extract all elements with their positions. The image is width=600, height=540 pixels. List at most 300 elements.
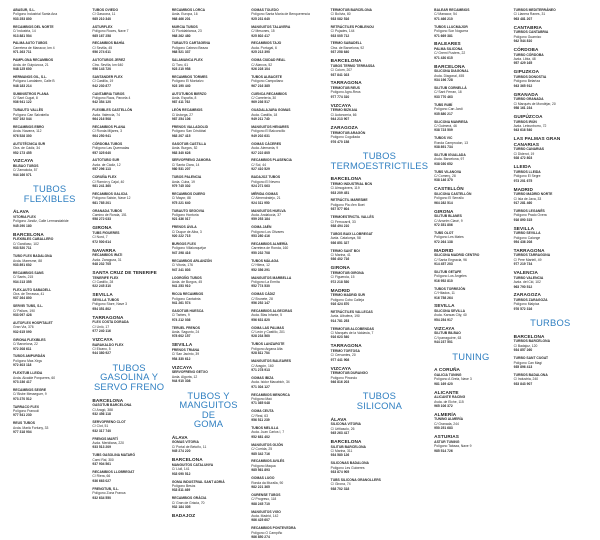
listing-address: Carretera de Ronda, 160 <box>251 246 289 251</box>
listing-address: C/ Diderot, 19 <box>513 151 535 156</box>
listing-entry <box>172 192 245 205</box>
listing-entry <box>434 440 507 453</box>
listing-address: C/ Ronda Mijares, 3 <box>92 129 122 134</box>
city-heading: BARCELONA <box>513 333 545 339</box>
listing-address: C/ León y Castillo, 201 <box>251 330 285 335</box>
listing-phone: 977 318 904 <box>13 430 32 435</box>
listing-address: C/ Garcilaso, 102 <box>13 241 39 246</box>
listing-phone: 972 403 118 <box>13 363 32 368</box>
listing-name: RECAMBIOS ALMERÍA <box>251 242 288 247</box>
listing-name: MANGUITOS VIGO <box>251 509 281 514</box>
listing-address: Avda. Diagonal, 455 <box>434 73 465 78</box>
listing-entry <box>331 108 428 121</box>
listing-entry <box>172 370 245 383</box>
listing-name: CÓRDOBA TUBOS <box>92 141 123 146</box>
listing-phone: 937 258 640 <box>330 50 350 55</box>
listing-name: RECAMBIOS SANS <box>13 270 44 275</box>
listing-entry <box>434 309 507 322</box>
listing-entry <box>331 249 428 262</box>
listing-name: MANGUITOS MARBELLA <box>251 275 292 280</box>
listing-name: MURCIA TUBOS <box>171 24 198 29</box>
city-heading: SEVILLA <box>171 342 193 348</box>
listing-entry <box>92 343 165 356</box>
listing-entry <box>251 476 324 489</box>
listing-name: RETRÁCTIL MARESME <box>330 198 368 203</box>
listing-address: C/ Toro, 61 <box>171 62 189 67</box>
listing-phone: 953 280 416 <box>251 234 270 239</box>
listing-name: RECAMBIOS PLASENCIA <box>251 158 292 163</box>
listing-entry <box>514 298 587 311</box>
listing-name: GASOTUB HUESCA <box>171 308 204 313</box>
listing-address: C/ Sants, 215 <box>13 275 34 280</box>
listing-address: Polígono A Grela, Nave 3 <box>434 377 472 382</box>
listing-phone: 920 222 715 <box>171 234 191 239</box>
listing-phone: 942 230 877 <box>92 83 112 88</box>
listing-entry <box>514 356 587 369</box>
listing-entry <box>92 253 165 266</box>
listing-name: TURBO SANT CUGAT <box>513 356 549 361</box>
listing-phone: 986 850 274 <box>251 535 270 540</box>
directory-column <box>13 8 86 435</box>
listing-name: TURBOS BADALONA <box>513 372 548 377</box>
listing-entry <box>13 215 86 228</box>
listing-entry <box>251 409 324 422</box>
listing-address: Avda. Portugal, 6 <box>251 45 277 50</box>
listing-name: RECAMBIOS PLANA <box>92 125 126 130</box>
listing-phone: 941 253 910 <box>171 284 191 289</box>
listing-phone: 973 270 512 <box>13 396 32 401</box>
category-heading-line: SERVO FRENO <box>93 380 165 392</box>
listing-name: TURBO VALENCIA <box>513 275 544 280</box>
city-heading: VIZCAYA <box>13 158 34 164</box>
listing-address: Avda. Libia, 48 <box>513 57 536 62</box>
listing-address: Polígono Les Guixeres <box>330 465 365 470</box>
listing-entry <box>172 75 245 88</box>
listing-address: Avda. Burgos, 52 <box>171 146 198 151</box>
listing-phone: 958 272 033 <box>92 217 112 222</box>
listing-name: MANGUITOS HUELVA <box>251 208 286 213</box>
listing-name: TERMO BIZKAIA <box>330 108 358 113</box>
listing-phone: 933 082 516 <box>330 16 350 21</box>
listing-phone: 956 274 611 <box>92 50 111 55</box>
listing-name: TURBOS MEDITERRÁNEO <box>513 8 556 12</box>
listing-phone: 956 252 147 <box>251 301 270 306</box>
listing-entry <box>514 53 587 66</box>
listing-address: C/ San Jacinto, 39 <box>171 352 200 357</box>
listing-entry <box>434 86 507 99</box>
listing-phone: 978 602 157 <box>171 334 191 339</box>
listing-phone: 917 281 460 <box>513 200 533 205</box>
listing-name: REUS TUBOS <box>13 421 35 426</box>
listing-phone: 933 005 712 <box>330 33 350 38</box>
listing-address: C/ Riera, 66 <box>92 474 111 479</box>
listing-address: Avda. Letxunborro, 72 <box>513 123 547 128</box>
listing-entry <box>13 75 86 88</box>
listing-entry <box>13 254 86 267</box>
listing-entry <box>331 310 428 323</box>
listing-address: C/ Zamakola, 57 <box>13 168 38 173</box>
listing-phone: 972 500 614 <box>92 239 112 244</box>
listing-entry <box>13 304 86 317</box>
listing-phone: 976 528 300 <box>13 133 32 138</box>
listing-phone: 956 631 820 <box>251 317 270 322</box>
listing-name: PAMPLONA RECAMBIOS <box>13 58 54 63</box>
listing-entry <box>514 209 587 222</box>
listing-address: C/ Corrida, 25 <box>251 447 273 452</box>
listing-phone: 932 184 305 <box>171 505 191 510</box>
listing-entry <box>92 420 165 433</box>
listing-name: SILICONA MANRESA <box>434 119 468 124</box>
listing-address: C/ Tarbes, 9 <box>171 313 190 318</box>
listing-entry <box>331 215 428 228</box>
listing-address: C/ Marqués de Mondéjar, 20 <box>513 101 556 106</box>
listing-entry <box>434 287 507 300</box>
city-heading: SEVILLA <box>513 225 535 231</box>
listing-phone: 958 161 234 <box>513 106 533 111</box>
listing-entry <box>331 41 428 54</box>
listing-entry <box>251 242 324 255</box>
listing-name: FRENOS MARTÍ <box>92 436 118 441</box>
listing-name: AUTOTUBOS BIERZO <box>171 91 207 96</box>
listing-address: C/ Iparraguirre, 63 <box>434 335 462 340</box>
listing-name: TERUEL FRENOS <box>171 325 201 330</box>
city-heading: ÁLAVA <box>171 434 188 440</box>
listing-name: TURBO CANARIAS <box>513 147 545 152</box>
listing-entry <box>92 58 165 71</box>
listing-address: C/ Guimerà, 46 <box>434 123 457 128</box>
listing-name: FLEXIBLES CABALLERO <box>13 237 54 242</box>
listing-phone: 952 774 530 <box>251 284 270 289</box>
listing-phone: 933 843 907 <box>513 381 533 386</box>
city-heading: ZARAGOZA <box>513 292 541 298</box>
listing-address: Avda. del Cid, 102 <box>513 280 541 285</box>
listing-phone: 936 402 716 <box>330 257 350 262</box>
listing-address: Ronda Camprodon, 13 <box>434 140 468 145</box>
listing-entry <box>172 8 245 21</box>
city-heading: GUIPÚZCOA <box>513 113 543 119</box>
listing-entry <box>172 259 245 272</box>
listing-phone: 950 232 708 <box>251 250 270 255</box>
listing-address: Polígono Les Mates <box>434 235 464 240</box>
listing-address: Polígono Sabón, Nave 12 <box>92 196 131 201</box>
listing-address: Ctra. de Terrassa, 41 <box>13 291 45 296</box>
listing-entry <box>92 8 165 21</box>
listing-name: TURBO SEVILLA <box>513 231 541 236</box>
listing-phone: 981 241 360 <box>92 184 112 188</box>
city-heading: VIZCAYA <box>92 336 113 342</box>
listing-entry <box>92 487 165 500</box>
listing-phone: 916 890 315 <box>513 217 533 222</box>
listing-name: TERMO MADRID SUR <box>330 293 366 298</box>
listing-entry <box>172 41 245 54</box>
listing-phone: 932 615 090 <box>13 329 32 334</box>
listing-entry <box>13 41 86 54</box>
listing-phone: 972 218 530 <box>330 279 350 284</box>
listing-name: GOMA INDUSTRIAL SANT ADRIÀ <box>171 479 225 484</box>
listing-address: Polígono Los Ángeles <box>434 274 467 279</box>
listing-name: TUBOS PALENCIA <box>171 175 202 180</box>
listing-phone: 956 143 720 <box>92 66 112 71</box>
listing-address: C/ Progreso, 118 <box>251 497 277 502</box>
listing-entry <box>13 405 86 418</box>
listing-name: TUBOS MELILLA <box>251 425 279 430</box>
listing-phone: 925 213 390 <box>251 50 270 55</box>
category-heading-line: TUNING <box>452 350 490 362</box>
listing-address: C/ Almogàvers, 119 <box>330 186 360 191</box>
listing-name: GOMAS CÁCERES <box>251 141 282 146</box>
category-heading-line: TERMOESTRICTILES <box>330 159 429 171</box>
listing-name: MANGUITOS BALEARES <box>251 359 291 364</box>
directory-column <box>514 8 587 416</box>
listing-name: GOMA CEUTA <box>251 409 274 414</box>
listing-address: C/ Mesones, 15 <box>251 29 275 34</box>
listing-entry <box>434 270 507 283</box>
listing-entry <box>331 327 428 340</box>
listing-address: Polígono El Segre <box>513 174 541 179</box>
listing-name: TURBOS BARCELONA <box>513 339 550 344</box>
listing-entry <box>434 69 507 82</box>
city-heading: GIRONA <box>434 208 454 214</box>
listing-address: C/ Barcelona, 22 <box>13 342 38 347</box>
listing-entry <box>172 58 245 71</box>
listing-phone: 972 264 138 <box>434 239 453 244</box>
city-heading: GRANADA <box>513 91 539 97</box>
listing-phone: 964 216 508 <box>92 117 112 122</box>
listing-address: Avda. Alemania, 9 <box>251 146 279 151</box>
listing-name: MANGUITOS GIJÓN <box>251 442 283 447</box>
listing-name: TUBOS BAIX LLOBREGAT <box>330 231 373 236</box>
listing-phone: 971 466 210 <box>434 16 453 21</box>
listing-phone: 934 857 260 <box>513 348 533 353</box>
listing-address: Ronda da Muralla, 90 <box>251 480 284 485</box>
listing-address: Polígono Pla d'en Boet <box>330 202 365 207</box>
listing-phone: 942 544 810 <box>513 39 533 44</box>
listing-phone: 975 221 640 <box>171 200 191 205</box>
city-heading: VIZCAYA <box>171 364 193 370</box>
listing-entry <box>251 510 324 523</box>
listing-address: C/ Astorga, 27 <box>171 112 194 117</box>
listing-address: C/ Mayor, 88 <box>171 196 191 201</box>
listing-address: C/ Uritiasolo, 26 <box>330 426 355 431</box>
listing-entry <box>13 92 86 105</box>
listing-phone: 964 250 941 <box>92 133 112 138</box>
listing-entry <box>92 320 165 333</box>
listing-address: C/ Anselm Clavé, 9 <box>434 218 463 223</box>
listing-name: SILITUB BILBAO <box>434 331 461 336</box>
listing-name: TERMOTUB DURANGO <box>330 371 368 376</box>
listing-address: C/ Marina, 41 <box>330 252 351 257</box>
city-heading: CASTELLÓN <box>434 186 464 192</box>
listing-address: Polígono Roces, Nave 7 <box>92 29 129 34</box>
listing-address: Polígono Can Magí <box>513 360 543 365</box>
listing-name: TUBOS TERMO TERRASSA <box>330 63 375 68</box>
listing-entry <box>434 120 507 133</box>
listing-phone: 941 261 574 <box>171 301 191 306</box>
listing-entry <box>13 164 86 177</box>
listing-phone: 979 745 302 <box>171 184 191 188</box>
listing-address: Avda. Castilla, 18 <box>251 112 278 117</box>
listing-address: C/ Aragó, 388 <box>92 407 113 412</box>
listing-phone: 968 262 480 <box>171 33 191 38</box>
listing-phone: 938 030 652 <box>434 161 453 166</box>
listing-phone: 938 723 509 <box>434 128 453 133</box>
city-heading: VIZCAYA <box>434 325 455 331</box>
listing-name: TERMO INDUSTRIAL BCN <box>330 181 373 186</box>
listing-address: C/ Sant Ferran, 18 <box>434 90 462 95</box>
city-heading: MADRID <box>434 247 454 253</box>
listing-phone: 971 304 127 <box>251 384 270 389</box>
listing-entry <box>514 339 587 352</box>
listing-name: RECAMBIOS TORMES <box>171 74 208 79</box>
listing-phone: 924 311 950 <box>251 200 270 205</box>
listing-phone: 938 891 734 <box>434 145 453 150</box>
listing-address: C/ Sant Cugat, 8 <box>13 96 38 100</box>
listing-address: Polígono Cantabria <box>171 296 201 301</box>
listing-address: C/ Brunete, 28 <box>251 296 273 301</box>
listing-address: Polígono Francolí <box>13 408 40 413</box>
listing-entry <box>251 8 324 21</box>
listing-entry <box>434 373 507 386</box>
listing-phone: 933 513 209 <box>92 445 112 450</box>
listing-phone: 933 891 602 <box>13 262 32 267</box>
listing-address: Polígono San Cristóbal <box>171 129 207 134</box>
listing-entry <box>331 86 428 99</box>
category-heading-line: SILICONA <box>356 400 403 412</box>
listing-address: Avda. Andalucía, 37 <box>251 213 281 218</box>
listing-phone: 954 330 612 <box>171 356 191 361</box>
listing-name: FLEXITUB LLEIDA <box>13 371 43 376</box>
listing-name: MANGUITOS HENARES <box>251 125 289 130</box>
listing-address: Polígono Raos, Parcela 4 <box>92 96 131 100</box>
listing-address: C/ Real, 63 <box>251 413 268 418</box>
listing-name: GOMA CIUDAD REAL <box>251 58 286 63</box>
listing-address: Gran Via, 376 <box>13 325 34 330</box>
category-heading-line: MANGUITOS DE <box>179 399 238 420</box>
listing-phone: 933 520 711 <box>13 246 32 251</box>
listing-phone: 954 254 917 <box>434 317 453 322</box>
listing-address: C/ Almendralejo, 21 <box>251 196 281 201</box>
listing-phone: 971 669 381 <box>434 33 453 38</box>
listing-name: AUTOTÉCNICA SUR <box>13 141 46 146</box>
listing-phone: 914 457 203 <box>434 262 453 267</box>
listing-address: Camí Ral, 300 <box>92 457 114 462</box>
listing-entry <box>172 480 245 493</box>
listing-entry <box>434 25 507 38</box>
listing-phone: 957 325 640 <box>92 150 112 155</box>
listing-phone: 986 425 607 <box>251 518 270 523</box>
listing-name: RIOJA RECAMBIOS <box>171 292 204 297</box>
listing-address: Polígono Cabezo Beaza <box>171 45 208 50</box>
listing-address: Polígono O Campiño <box>251 530 283 535</box>
listing-address: C/ Pere Martell, 49 <box>513 257 542 262</box>
listing-address: C/ Manacor, 54 <box>434 12 457 17</box>
listing-entry <box>331 271 428 284</box>
listing-name: RECAMBIOS ARLANZÓN <box>171 258 212 263</box>
listing-entry <box>92 231 165 244</box>
listing-phone: 936 941 122 <box>13 100 32 105</box>
listing-address: Avda. Marià Fortuny, 33 <box>13 425 49 430</box>
listing-address: Polígono Cobo Calleja <box>330 297 364 302</box>
listing-phone: 936 663 027 <box>92 478 112 483</box>
listing-address: C/ Floridablanca, 23 <box>171 29 202 34</box>
listing-address: C/ Marina, 311 <box>330 448 353 453</box>
listing-phone: 937 904 561 <box>92 462 112 467</box>
listing-address: C/ Sevilla, 45 <box>92 45 113 50</box>
listing-phone: 938 702 318 <box>330 486 350 491</box>
listing-phone: 987 254 106 <box>171 117 191 122</box>
listing-entry <box>251 225 324 238</box>
listing-name: TUBS FIGUERES <box>92 230 120 235</box>
listing-entry <box>331 422 428 435</box>
listing-name: SILICONA SEVILLA <box>434 309 466 314</box>
listing-entry <box>172 142 245 155</box>
listing-entry <box>514 253 587 266</box>
listing-phone: 963 481 207 <box>513 16 533 21</box>
category-heading-line: TUBOS Y <box>187 389 230 401</box>
listing-entry <box>331 371 428 384</box>
listing-name: TUBOS OVIEDO <box>92 8 119 12</box>
listing-name: GOMAS VITORIA <box>171 440 199 445</box>
listing-name: GUADALAJARA GOMAS <box>251 108 291 113</box>
listing-address: Avda. Sagunto, 24 <box>171 330 200 335</box>
listing-address: C/ Figuerola, 15 <box>330 275 355 280</box>
listing-name: TURBOS TARRAGONA <box>513 253 551 258</box>
city-heading: TARRAGONA <box>513 247 545 253</box>
listing-phone: 969 236 517 <box>251 100 270 105</box>
listing-address: Avda. Kansas City, 40 <box>434 313 467 318</box>
listing-name: FRENOTUB, S.L. <box>92 486 119 491</box>
listing-entry <box>514 276 587 289</box>
listing-phone: 950 251 683 <box>434 426 453 431</box>
listing-entry <box>13 8 86 21</box>
listing-entry <box>92 175 165 188</box>
listing-name: BILBAO TUBOS <box>13 164 39 169</box>
listing-name: PALMA AUTO TUBOS <box>13 41 48 46</box>
listing-name: SUMINISTROS PLANA <box>13 91 49 96</box>
listing-name: CANTABRIA TUBOS <box>92 91 125 96</box>
listing-name: RECAMBIOS GALICIA <box>92 191 128 196</box>
city-heading: VIZCAYA <box>330 365 352 371</box>
listing-phone: 983 207 415 <box>171 133 191 138</box>
listing-address: C/ Vitoria, 176 <box>171 263 193 268</box>
listing-name: TUBAUTO CARTAGENA <box>171 41 211 46</box>
listing-entry <box>172 209 245 222</box>
listing-entry <box>172 463 245 476</box>
listing-name: GIRONA FLEXIBLES <box>13 337 46 342</box>
listing-name: TERMOTUB REUS <box>330 86 360 91</box>
listing-address: C/ Comerç, 28 <box>434 174 456 179</box>
listing-entry <box>251 108 324 121</box>
listing-name: TERMOTUB GIRONA <box>330 270 364 275</box>
listing-address: C/ Duque de Alba, 3 <box>171 229 202 234</box>
city-heading: CANTABRIA <box>513 24 542 30</box>
listing-phone: 938 146 370 <box>434 178 453 183</box>
listing-name: GOMAS IBIZA <box>251 375 274 380</box>
listing-phone: 933 811 469 <box>171 488 191 493</box>
listing-entry <box>434 103 507 116</box>
listing-entry <box>13 271 86 284</box>
listing-address: Polígono Landaben, Calle B <box>13 79 55 84</box>
listing-phone: 932 456 118 <box>92 411 111 416</box>
listing-phone: 937 577 604 <box>330 207 350 212</box>
city-heading: ASTURIAS <box>434 434 459 440</box>
listing-name: SILICONA MADRID CENTRO <box>434 253 480 258</box>
listing-entry <box>331 232 428 245</box>
listing-address: C/ Castilla, 19 <box>92 79 114 84</box>
listing-entry <box>514 373 587 386</box>
listing-entry <box>251 259 324 272</box>
listing-name: SEVILLA TUBOS <box>92 297 120 302</box>
